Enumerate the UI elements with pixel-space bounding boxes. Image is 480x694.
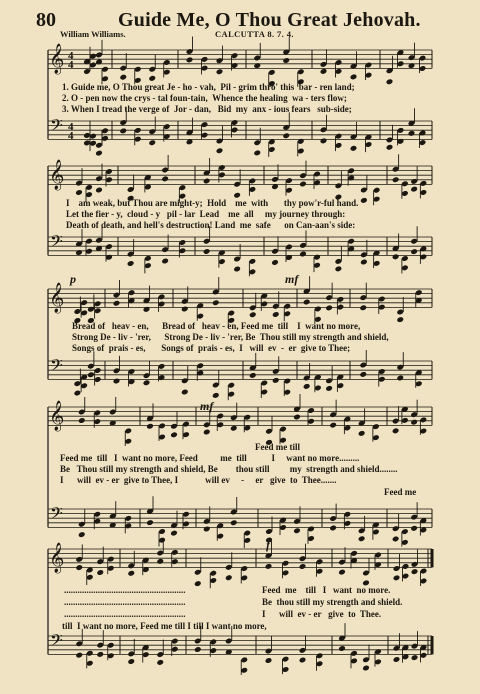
- bass-note: [392, 253, 400, 260]
- treble-note: [410, 186, 418, 193]
- lyric-line: 1. Guide me, O Thou great Je - ho - vah, Pil - grim thro' this bar - ren land;: [62, 82, 355, 92]
- bass-note: [181, 389, 189, 396]
- bass-note: [393, 656, 401, 663]
- bass-clef-icon: 𝄢: [50, 503, 63, 527]
- bass-note: [203, 526, 211, 533]
- lyric-line: Feed me till I want no more.: [262, 585, 391, 595]
- bass-note: [87, 371, 95, 378]
- treble-note: [194, 580, 202, 587]
- treble-note: [411, 568, 419, 575]
- bass-note: [396, 375, 404, 382]
- lyric-line: Be Thou still my strength and shield, Be thou still my strength and shield........: [60, 464, 398, 474]
- lyric-line: I will ev - er give to Thee, I will ev - er give to Thee.......: [60, 475, 337, 485]
- bass-note: [233, 266, 241, 273]
- lyric-line: till I want no more, Feed me till I till I want no more,: [62, 621, 267, 631]
- bass-note: [299, 657, 307, 664]
- treble-note: [143, 306, 151, 313]
- bass-note: [362, 665, 370, 672]
- treble-clef-icon: 𝄞: [49, 160, 65, 190]
- lyric-line: Feed me till I want no more, Feed me till I want no more.........: [60, 453, 360, 463]
- treble-clef-icon: 𝄞: [49, 401, 65, 431]
- bass-note: [78, 531, 86, 538]
- treble-note: [146, 423, 154, 430]
- lyric-cue-above: Feed me till: [255, 442, 300, 452]
- time-signature: 4: [68, 59, 74, 71]
- treble-note: [212, 299, 220, 306]
- time-signature: 4: [68, 121, 74, 133]
- bass-note: [156, 659, 164, 666]
- bass-note: [411, 654, 419, 661]
- treble-note: [299, 563, 307, 570]
- lyric-line: Let the fier - y, cloud - y pil - lar Lead me all my journey through:: [66, 209, 346, 219]
- bass-note: [265, 657, 273, 664]
- bass-note: [95, 150, 103, 157]
- treble-clef-icon: 𝄞: [49, 543, 65, 573]
- dynamic-mezzo-forte: mf: [285, 272, 299, 286]
- bass-note: [325, 385, 333, 392]
- bass-note: [320, 138, 328, 145]
- treble-note: [282, 57, 290, 64]
- treble-clef-icon: 𝄞: [49, 44, 65, 74]
- bass-note: [303, 383, 311, 390]
- bass-clef-icon: 𝄢: [50, 115, 63, 139]
- treble-note: [396, 316, 404, 323]
- lyric-line: I will ev - er give to Thee.: [262, 609, 382, 619]
- bass-note: [194, 646, 202, 653]
- hymn-title: Guide Me, O Thou Great Jehovah.: [118, 9, 421, 31]
- treble-note: [161, 175, 169, 182]
- lyric-line: 3. When I tread the verge of Jor - dan, Bid my anx - ious fears sub-side;: [62, 104, 352, 114]
- hymn-author: William Williams.: [60, 29, 126, 39]
- bass-note: [216, 147, 224, 154]
- treble-note: [75, 564, 83, 571]
- treble-note: [320, 68, 328, 75]
- treble-note: [360, 197, 368, 204]
- bass-note: [408, 130, 416, 137]
- treble-note: [96, 569, 104, 576]
- lyric-line: Strong De - liv - 'rer, Strong De - liv - 'rer, Be Thou still my strength and shield,: [72, 332, 389, 342]
- bass-note: [146, 519, 154, 526]
- treble-note: [386, 78, 394, 85]
- lyric-line: Death of death, and hell's destruction! Land me safe on Can-aan's side:: [66, 220, 356, 230]
- bass-note: [119, 128, 127, 135]
- bass-note: [161, 258, 169, 265]
- lyric-dots: ......................................................: [64, 609, 186, 619]
- treble-note: [350, 74, 358, 81]
- treble-note: [338, 569, 346, 576]
- treble-note: [186, 57, 194, 64]
- treble-note: [392, 176, 400, 183]
- bass-note: [282, 132, 290, 139]
- time-signature: 4: [68, 50, 74, 62]
- bass-note: [299, 251, 307, 258]
- treble-note: [392, 427, 400, 434]
- bass-note: [75, 249, 83, 256]
- bass-note: [350, 145, 358, 152]
- treble-note: [113, 300, 121, 307]
- dynamic-mezzo-forte: mf: [200, 399, 214, 413]
- treble-note: [75, 189, 83, 196]
- treble-note: [203, 178, 211, 185]
- bass-note: [329, 525, 337, 532]
- treble-note: [410, 419, 418, 426]
- treble-note: [225, 574, 233, 581]
- lyric-line: Bread of heav - en, Bread of heav - en, Feed me till I want no more,: [72, 321, 361, 331]
- bass-note: [74, 390, 82, 397]
- lyric-line: I am weak, but Thou are might-y; Hold me with thy pow'r-ful hand.: [66, 198, 359, 208]
- bass-clef-icon: 𝄢: [50, 630, 63, 654]
- lyric-bass-cue: Feed me: [384, 487, 417, 497]
- lyric-line: Songs of prais - es, Songs of prais - es, I will ev - er give to Thee;: [72, 343, 351, 353]
- bass-clef-icon: 𝄢: [50, 231, 63, 255]
- treble-note: [358, 430, 366, 437]
- treble-note: [249, 311, 257, 318]
- treble-note: [393, 574, 401, 581]
- treble-note: [359, 304, 367, 311]
- bass-note: [272, 377, 280, 384]
- dynamic-forte: f: [266, 538, 270, 552]
- treble-note: [299, 181, 307, 188]
- treble-note: [216, 68, 224, 75]
- treble-note: [265, 563, 273, 570]
- bass-note: [230, 519, 238, 526]
- bass-note: [253, 150, 261, 157]
- bass-note: [360, 259, 368, 266]
- treble-note: [329, 422, 337, 429]
- bass-note: [359, 371, 367, 378]
- treble-note: [127, 570, 135, 577]
- bass-note: [143, 379, 151, 386]
- treble-note: [119, 74, 127, 81]
- treble-note: [203, 429, 211, 436]
- bass-note: [293, 527, 301, 534]
- bass-note: [127, 260, 135, 267]
- bass-note: [386, 144, 394, 151]
- treble-note: [170, 431, 178, 438]
- dynamic-piano: p: [70, 272, 76, 286]
- bass-note: [127, 658, 135, 665]
- bass-note: [75, 652, 83, 659]
- hymn-number: 80: [36, 9, 56, 31]
- treble-note: [303, 299, 311, 306]
- bass-note: [271, 259, 279, 266]
- bass-note: [148, 139, 156, 146]
- treble-note: [272, 311, 280, 318]
- bass-note: [249, 372, 257, 379]
- bass-note: [410, 248, 418, 255]
- treble-note: [293, 414, 301, 421]
- lyric-line: 2. O - pen now the crys - tal foun-tain, Whence the healing wa - ters flow;: [62, 93, 347, 103]
- bass-note: [212, 392, 220, 399]
- bass-note: [113, 378, 121, 385]
- time-signature: 4: [68, 130, 74, 142]
- bass-note: [392, 536, 400, 543]
- treble-note: [230, 425, 238, 432]
- treble-note: [148, 75, 156, 82]
- lyric-line: Be thou still my strength and shield.: [262, 597, 403, 607]
- bass-clef-icon: 𝄢: [50, 355, 63, 379]
- bass-note: [335, 265, 343, 272]
- treble-clef-icon: 𝄞: [49, 283, 65, 313]
- bass-note: [358, 535, 366, 542]
- treble-note: [181, 306, 189, 313]
- bass-note: [410, 525, 418, 532]
- lyric-dots: ......................................................: [64, 585, 186, 595]
- lyric-dots: ......................................................: [64, 597, 186, 607]
- bass-note: [96, 651, 104, 658]
- bass-note: [338, 645, 346, 652]
- treble-note: [95, 187, 103, 194]
- treble-note: [78, 417, 86, 424]
- bass-note: [203, 248, 211, 255]
- hymn-tune: CALCUTTA 8. 7. 4.: [215, 29, 294, 39]
- bass-note: [170, 530, 178, 537]
- treble-note: [325, 305, 333, 312]
- treble-note: [156, 558, 164, 565]
